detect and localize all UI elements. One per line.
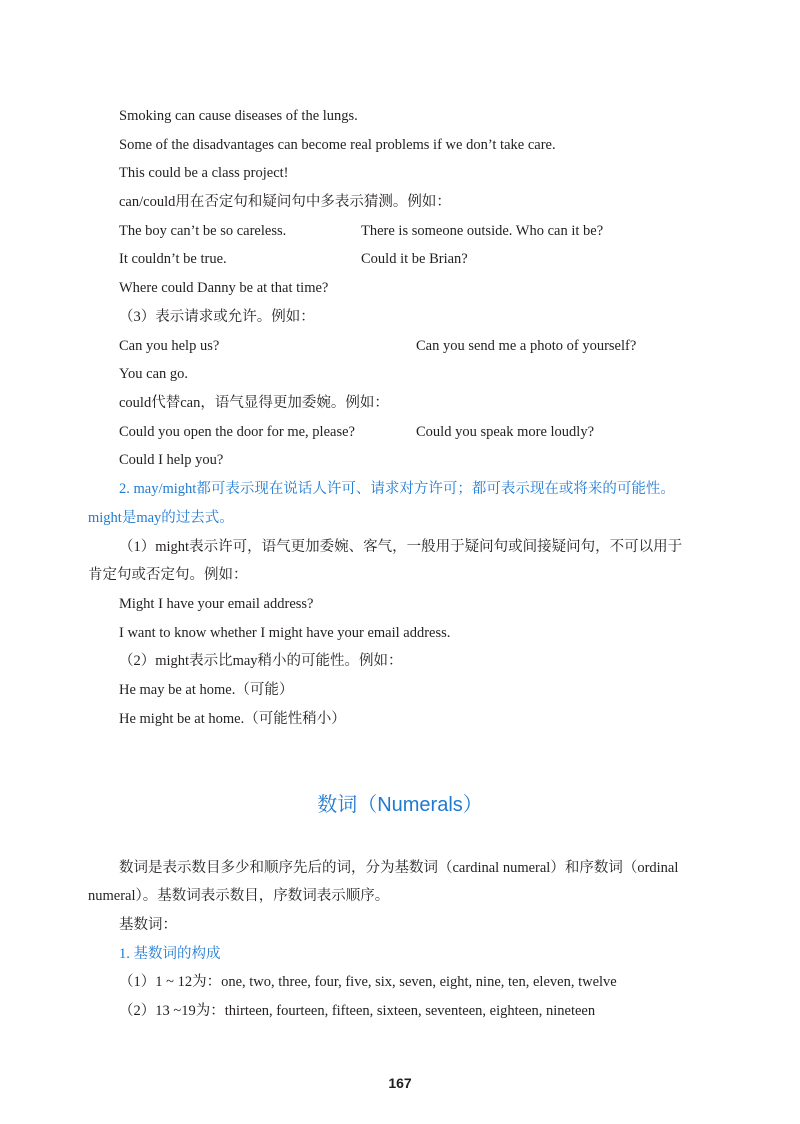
- example-right: Could you speak more loudly?: [416, 424, 595, 440]
- example-right: Can you send me a photo of yourself?: [416, 338, 637, 354]
- text-line: Might I have your email address?: [119, 596, 314, 612]
- text-line: Could I help you?: [119, 452, 224, 468]
- example-left: The boy can’t be so careless.: [119, 223, 287, 239]
- text-line: numeral）。基数词表示数目，序数词表示顺序。: [88, 888, 390, 904]
- text-line: can/could用在否定句和疑问句中多表示猜测。例如：: [119, 194, 451, 210]
- example-left: Can you help us?: [119, 338, 220, 354]
- text-line: Smoking can cause diseases of the lungs.: [119, 108, 358, 124]
- subsection-heading: 1. 基数词的构成: [119, 946, 221, 962]
- text-line: （1）might表示许可，语气更加委婉、客气，一般用于疑问句或间接疑问句，不可以用于: [119, 539, 683, 555]
- section-title: 数词（Numerals）: [317, 794, 483, 816]
- example-right: There is someone outside. Who can it be?: [361, 223, 604, 239]
- text-line: Where could Danny be at that time?: [119, 280, 329, 296]
- text-line: Some of the disadvantages can become real problems if we don’t take care.: [119, 137, 556, 153]
- text-line: You can go.: [119, 366, 189, 382]
- text-line: This could be a class project!: [119, 165, 289, 181]
- text-line: （3）表示请求或允许。例如：: [119, 309, 315, 325]
- rule-heading: 2. may/might都可表示现在说话人许可、请求对方许可；都可表示现在或将来的可能性。: [119, 481, 675, 497]
- example-left: Could you open the door for me, please?: [119, 424, 355, 440]
- text-line: He may be at home.（可能）: [119, 682, 294, 698]
- text-line: I want to know whether I might have your email address.: [119, 625, 451, 641]
- text-line: 基数词：: [119, 917, 177, 933]
- text-line: （2）might表示比may稍小的可能性。例如：: [119, 653, 403, 669]
- example-left: It couldn’t be true.: [119, 251, 227, 267]
- text-line: （1）1 ~ 12为：one, two, three, four, five, six, seven, eight, nine, ten, eleven, twelve: [119, 974, 617, 990]
- text-line: 肯定句或否定句。例如：: [88, 567, 248, 583]
- text-line: could代替can，语气显得更加委婉。例如：: [119, 395, 389, 411]
- example-right: Could it be Brian?: [361, 251, 468, 267]
- text-line: （2）13 ~19为：thirteen, fourteen, fifteen, sixteen, seventeen, eighteen, nineteen: [119, 1003, 596, 1019]
- text-line: 数词是表示数目多少和顺序先后的词，分为基数词（cardinal numeral）和序数词（ordinal: [119, 860, 679, 876]
- text-line: He might be at home.（可能性稍小）: [119, 711, 346, 727]
- page-number: 167: [388, 1075, 412, 1091]
- rule-heading-continued: might是may的过去式。: [88, 510, 234, 526]
